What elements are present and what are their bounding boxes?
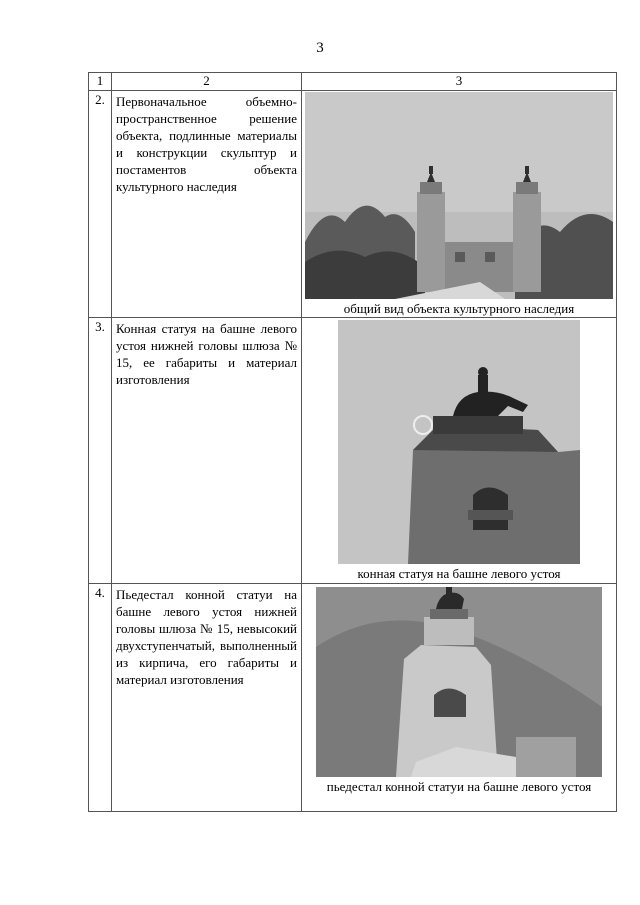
row-photo-cell xyxy=(302,91,617,318)
table-row xyxy=(89,318,617,584)
row-description: Первоначальное объемно-пространственное решение объекта, подлинные материалы и конструкции скульптур и постаментов объекта культурного наследия xyxy=(116,94,297,194)
row-description: Конная статуя на башне левого устоя нижней головы шлюза № 15, ее габариты и материал изготовления xyxy=(116,321,297,387)
row-number: 3. xyxy=(89,318,112,584)
photo-caption: конная статуя на башне левого устоя xyxy=(357,566,561,581)
table-row xyxy=(89,91,617,318)
heritage-table xyxy=(88,72,617,812)
pedestal-tower-photo xyxy=(316,587,602,777)
header-col-1: 1 xyxy=(89,73,112,91)
row-description-cell xyxy=(112,318,302,584)
photo-caption: пьедестал конной статуи на башне левого устоя xyxy=(326,779,592,794)
header-col-3: 3 xyxy=(302,73,617,91)
row-number: 4. xyxy=(89,584,112,812)
row-number: 2. xyxy=(89,91,112,318)
table-row xyxy=(89,584,617,812)
photo-caption: общий вид объекта культурного наследия xyxy=(343,301,575,316)
page-number: 3 xyxy=(316,40,324,56)
row-description: Пьедестал конной статуи на башне левого устоя нижней головы шлюза № 15, невысокий двухступенчатый, выполненный из кирпича, его габариты и материал изготовления xyxy=(116,587,297,687)
bridge-towers-photo xyxy=(305,92,613,299)
row-description-cell xyxy=(112,91,302,318)
equestrian-statue-photo xyxy=(338,320,580,564)
header-col-2: 2 xyxy=(112,73,302,91)
row-photo-cell xyxy=(302,318,617,584)
row-description-cell xyxy=(112,584,302,812)
table-header-row xyxy=(89,73,617,91)
row-photo-cell xyxy=(302,584,617,812)
